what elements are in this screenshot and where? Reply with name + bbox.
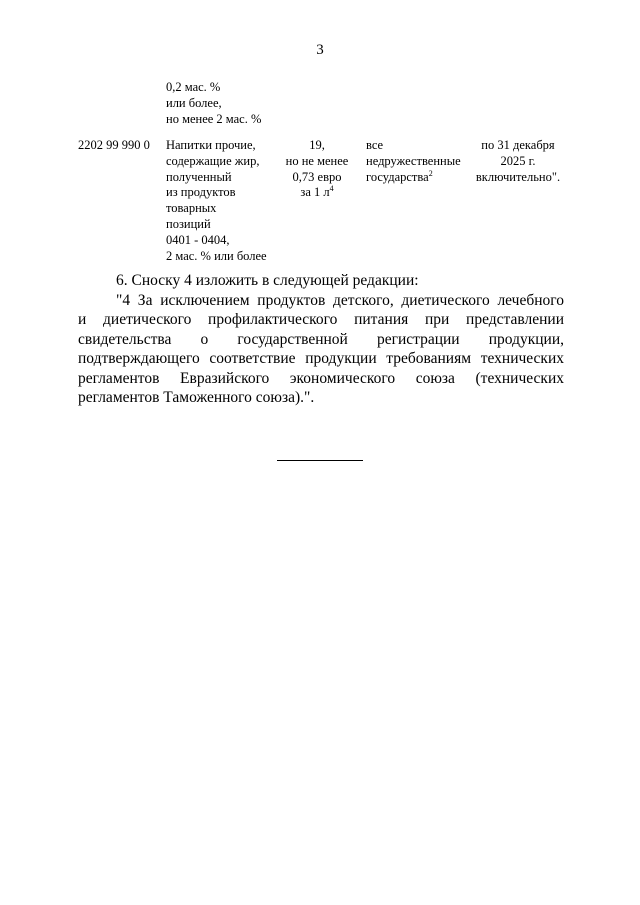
cell-line	[366, 170, 461, 186]
cell-line: все	[366, 138, 384, 152]
validity-period	[470, 138, 566, 185]
cell-line: содержащие жир,	[166, 153, 260, 168]
cell-line: 19,	[309, 138, 325, 152]
rate-unit: за 1 л	[300, 185, 330, 200]
cell-line: 0,73 евро	[292, 169, 342, 184]
cell-line: по 31 декабря	[481, 138, 555, 152]
cell-line: 2025 г.	[500, 153, 536, 168]
cell-line: но менее 2 мас. %	[166, 111, 262, 126]
cell-line: но не менее	[285, 153, 349, 168]
cell-line: товарных	[166, 201, 217, 216]
footnote-ref: 4	[329, 184, 334, 194]
text-line: подтверждающего соответствие продукции требованиям технических	[78, 350, 564, 368]
duty-rate	[280, 138, 354, 201]
cell-line: или более,	[166, 95, 222, 110]
end-divider	[277, 460, 363, 461]
country-of-origin	[366, 138, 461, 185]
cell-line: 0,2 мас. %	[166, 80, 221, 94]
cell-line: из продуктов	[166, 185, 236, 200]
tariff-code: 2202 99 990 0	[78, 138, 150, 152]
text-line: регламентов Таможенного союза).".	[78, 389, 315, 407]
cell-line: недружественные	[366, 153, 461, 168]
cell-line: полученный	[166, 169, 232, 184]
cell-line: 2 мас. % или более	[166, 248, 267, 263]
footnote-text	[78, 291, 564, 407]
cell-line: позиций	[166, 216, 211, 231]
page-number: 3	[316, 42, 324, 58]
country-text: государства	[366, 169, 429, 184]
text-line: и диетического профилактического питания при представлении	[78, 311, 564, 329]
cell-line: 0401 - 0404,	[166, 232, 230, 247]
footnote-ref: 2	[428, 168, 433, 178]
cell-line	[280, 185, 354, 201]
product-description	[166, 138, 267, 264]
cell-line: включительно".	[475, 169, 561, 184]
text-line: регламентов Евразийского экономического союза (технических	[78, 369, 564, 387]
text-line: свидетельства о государственной регистрации продукции,	[78, 330, 564, 348]
table-cell-continued	[166, 80, 261, 127]
amendment-heading: 6. Сноску 4 изложить в следующей редакции:	[116, 272, 419, 289]
cell-line: Напитки прочие,	[166, 138, 256, 152]
text-line: "4 За исключением продуктов детского, диетического лечебного	[116, 292, 564, 309]
